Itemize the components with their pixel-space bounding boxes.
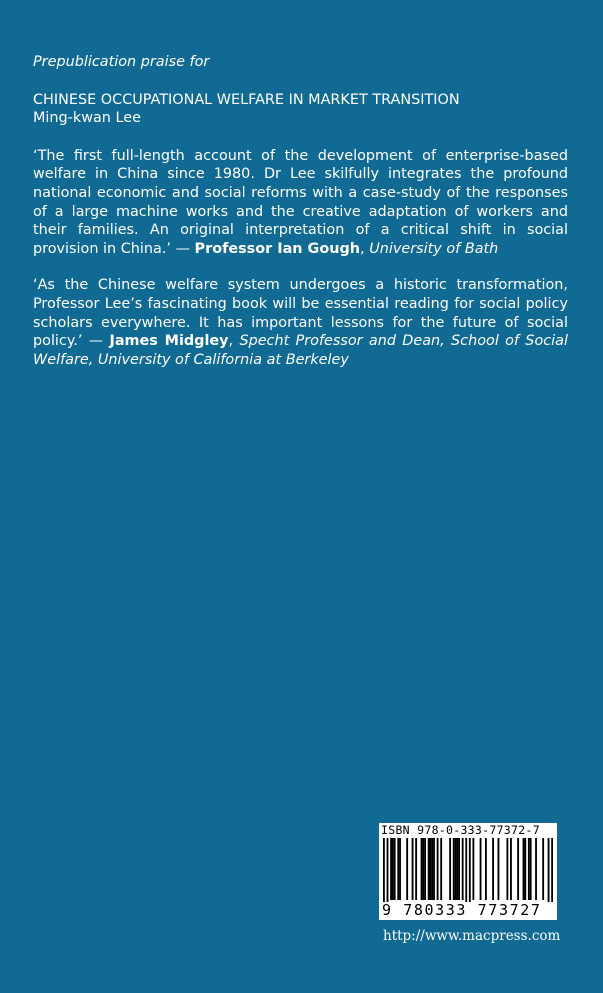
quote-affiliation: Specht Professor and Dean, School of Social Welfare, University of California at Berkeley <box>33 333 568 368</box>
barcode-bar <box>472 838 474 900</box>
barcode-bar <box>548 838 550 902</box>
barcode-bar <box>424 838 426 900</box>
barcode-bar <box>456 838 458 900</box>
quote-author: James Midgley <box>109 333 229 350</box>
barcode-bar <box>437 838 439 900</box>
barcode-bar <box>528 838 530 900</box>
barcode-bar <box>383 838 385 902</box>
barcode-bar <box>523 838 525 900</box>
isbn-barcode <box>379 823 557 920</box>
barcode-bar <box>422 838 424 900</box>
quote-midgley: ‘As the Chinese welfare system undergoes a historic transformation, Professor Lee’s fascinating book will be essential reading for social policy scholars everywhere. It has important lessons for the future of social policy.’ — James Midgley, Specht Professor and Dean, School of Social Welfare, University of California at Berkeley <box>33 277 568 368</box>
quote-gough: ‘The first full-length account of the development of enterprise-based welfare in China since 1980. Dr Lee skilfully integrates the profound national economic and social reforms with a case-study of the responses of a large machine works and the creative adaptation of workers and their families. An original interpretation of a critical shift in social provision in China.’ — Professor Ian Gough, University of Bath <box>33 147 568 257</box>
barcode-bar <box>485 838 487 900</box>
barcode-bar <box>492 838 494 900</box>
barcode-bar <box>399 838 401 900</box>
barcode-bar <box>462 838 464 900</box>
barcode-bar <box>430 838 432 900</box>
barcode-bar <box>517 838 519 900</box>
barcode-bar <box>542 838 544 900</box>
book-title: CHINESE OCCUPATIONAL WELFARE IN MARKET TRANSITION <box>33 91 460 108</box>
barcode-bar <box>498 838 500 900</box>
kicker: Prepublication praise for <box>33 54 210 70</box>
barcode-bar <box>394 838 396 900</box>
barcode-bar <box>433 838 435 900</box>
back-cover-text <box>33 53 568 369</box>
publisher-url: http://www.macpress.com <box>383 928 561 944</box>
barcode-bar <box>406 838 408 900</box>
barcode-bar <box>412 838 414 900</box>
barcode-bar <box>392 838 394 900</box>
quote-text: ‘As the Chinese welfare system undergoes a historic transformation, Professor Lee’s fascinating book will be essential reading for social policy scholars everywhere. It has important lessons for the future of social policy.’ — <box>33 277 568 350</box>
barcode-bar <box>440 838 442 900</box>
barcode-bars <box>383 838 553 902</box>
barcode-bar <box>469 838 471 902</box>
barcode-bar <box>535 838 537 900</box>
ean-number: 9 780333 773727 <box>382 901 542 919</box>
book-author: Ming-kwan Lee <box>33 110 141 127</box>
barcode-bar <box>421 838 423 900</box>
quote-text: ‘The first full-length account of the development of enterprise-based welfare in China since 1980. Dr Lee skilfully integrates the profound national economic and social reforms with a case-study of the responses of a large machine works and the creative adaptation of workers and their families. An original interpretation of a critical shift in social provision in China.’ — <box>33 147 568 257</box>
quote-affiliation: University of Bath <box>369 240 499 257</box>
barcode-bar <box>455 838 457 900</box>
barcode-bar <box>431 838 433 900</box>
barcode-bar <box>530 838 532 900</box>
barcode-bar <box>510 838 512 900</box>
barcode-bar <box>397 838 399 900</box>
quote-author: Professor Ian Gough <box>194 240 361 257</box>
barcode-bar <box>524 838 526 900</box>
barcode-bar <box>551 838 553 902</box>
barcode-bar <box>390 838 392 900</box>
barcode-bar <box>387 838 389 902</box>
barcode-bar <box>465 838 467 902</box>
barcode-bar <box>453 838 455 900</box>
barcode-bar <box>415 838 417 900</box>
barcode-bar <box>428 838 430 900</box>
barcode-bar <box>449 838 451 900</box>
barcode-bar <box>506 838 508 900</box>
barcode-bar <box>480 838 482 900</box>
isbn-label: ISBN 978-0-333-77372-7 <box>381 823 540 837</box>
barcode-bar <box>458 838 460 900</box>
